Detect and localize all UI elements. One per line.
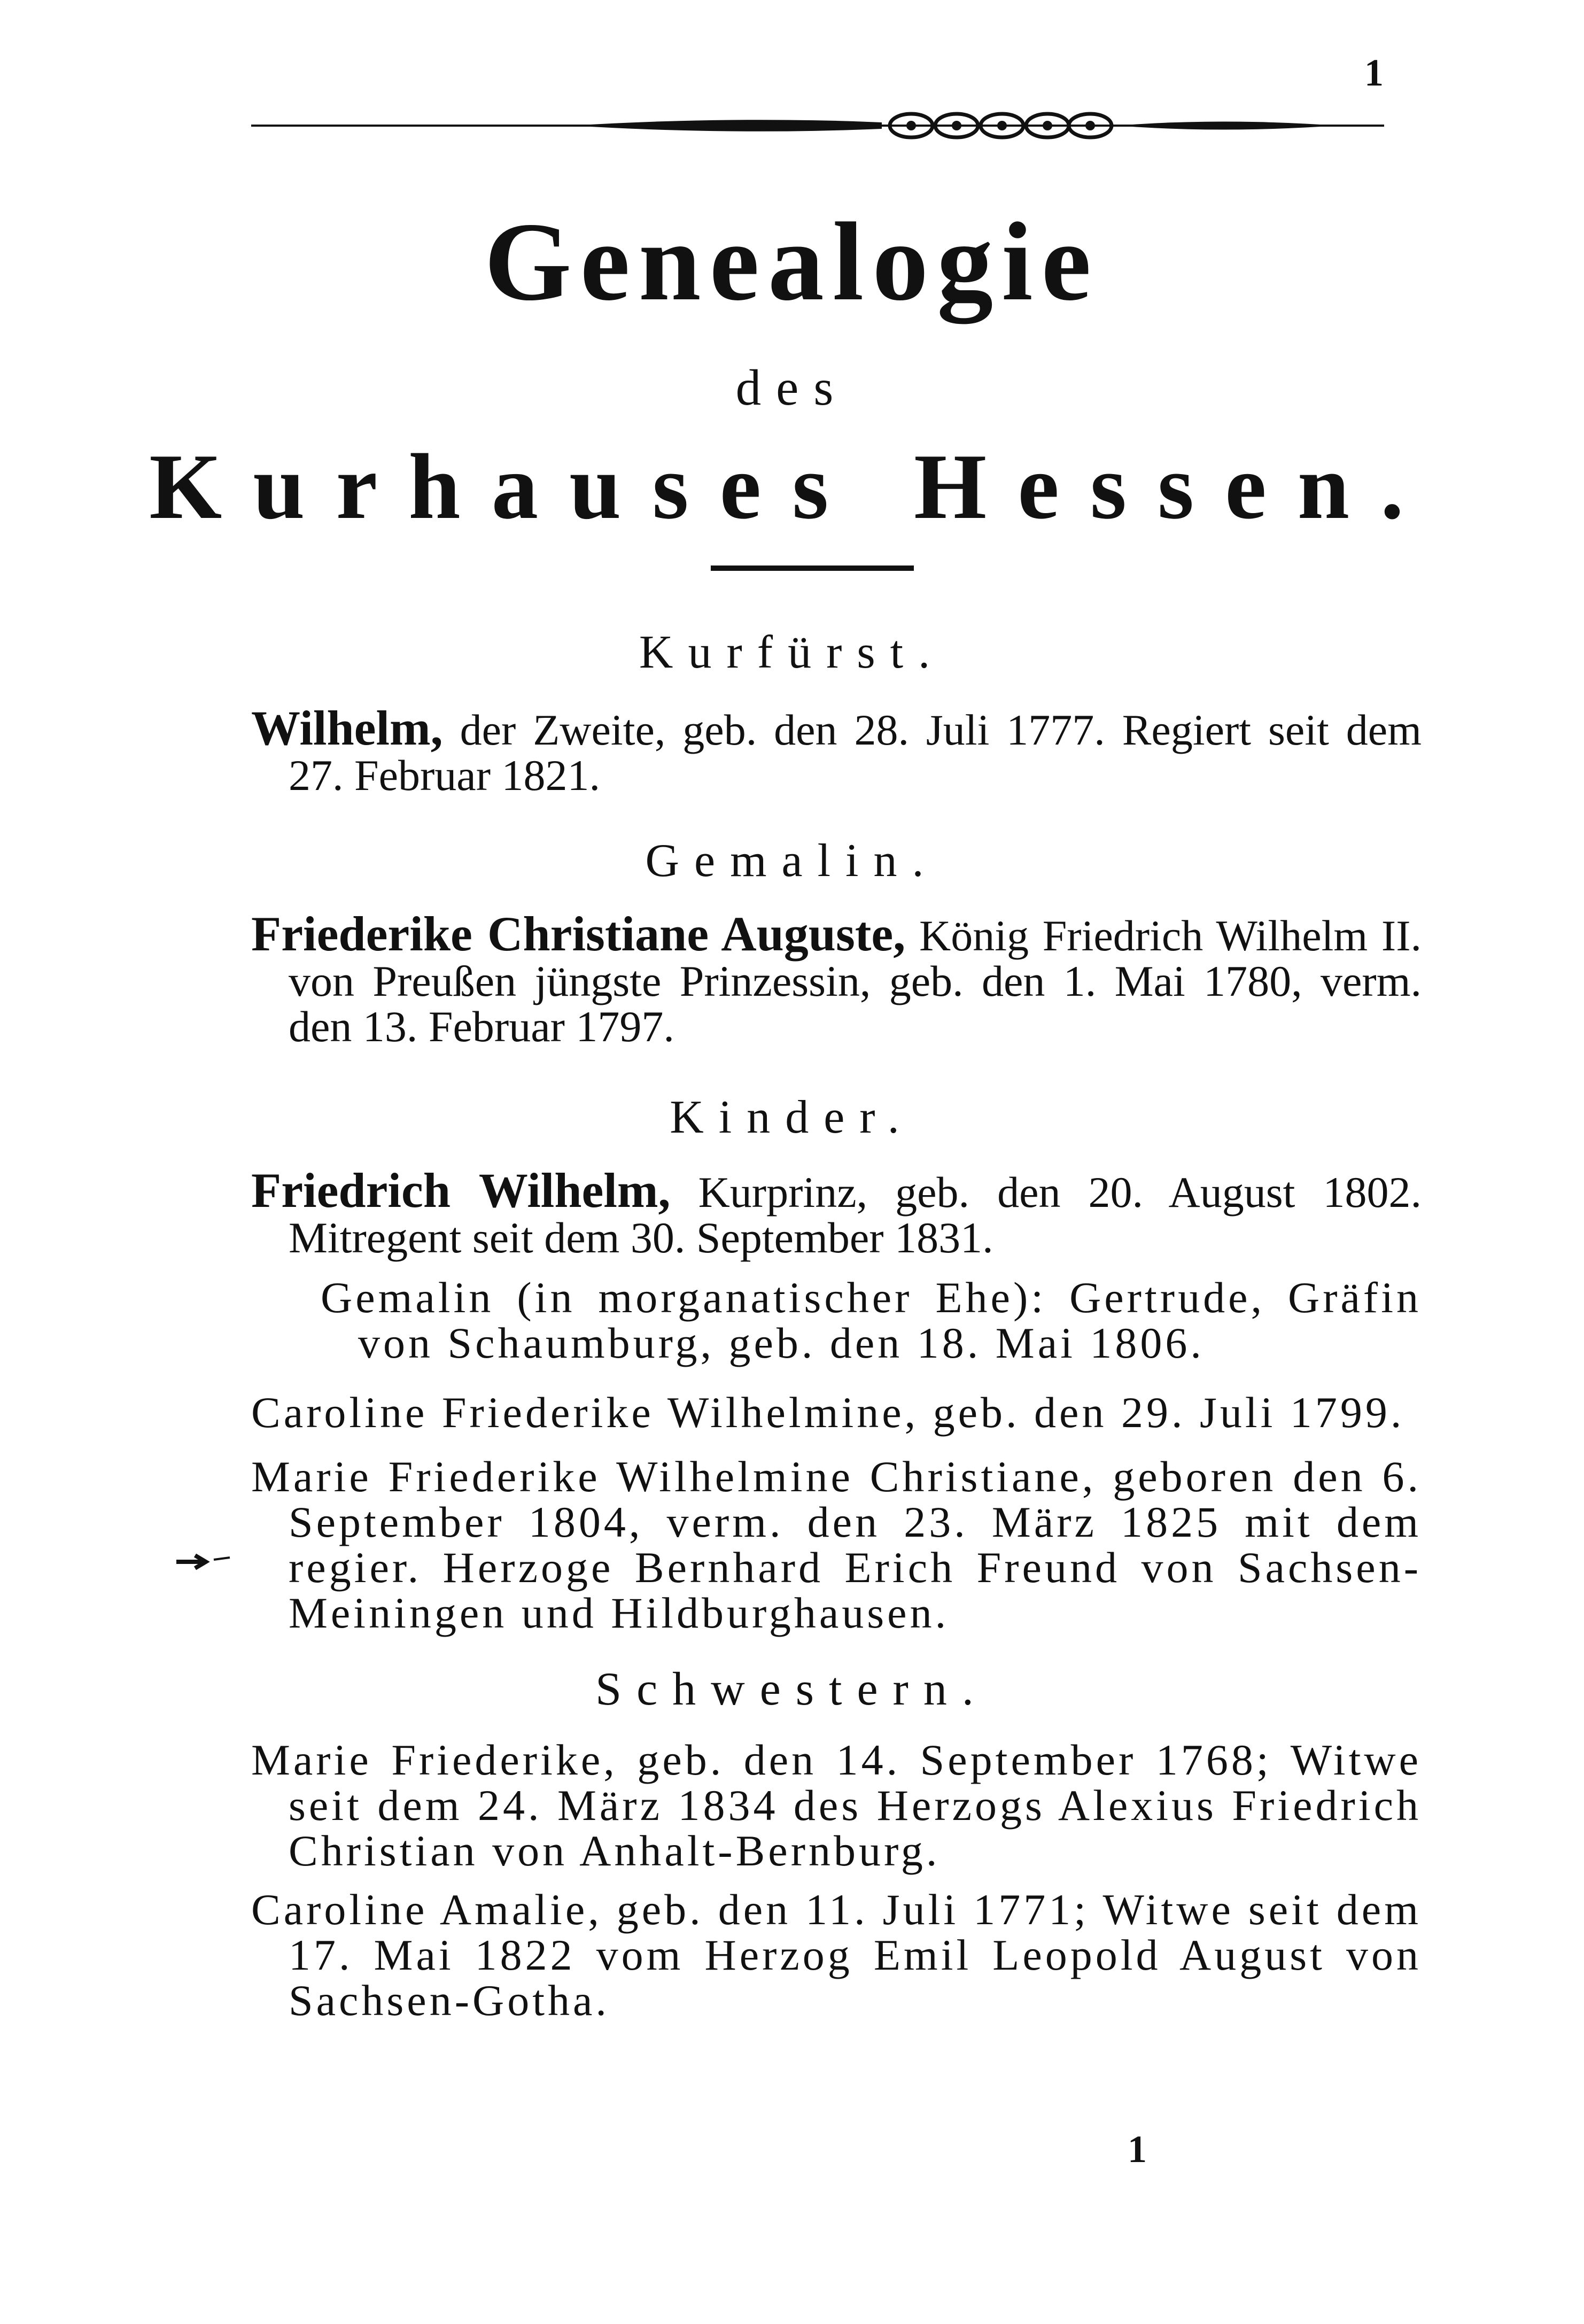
entry-name: Friederike Christiane Auguste,: [251, 907, 906, 961]
page-number-bottom: 1: [1128, 2128, 1147, 2171]
entry-marie-friederike-wilhelmine: Marie Friederike Wilhelmine Christiane, geboren den 6. September 1804, verm. den 23. März 1825 mit dem regier. Herzoge Bernhard Erich Freund von Sachsen-Meiningen und Hildburghausen.: [251, 1452, 1422, 1637]
ornamental-rule: [251, 104, 1384, 147]
section-heading-kurfuerst: Kurfürst.: [639, 626, 945, 678]
margin-arrow-icon: [174, 1550, 232, 1571]
title-line-1: Genealogie: [484, 200, 1100, 324]
page-number-top: 1: [1364, 51, 1384, 94]
title-line-2: des: [735, 359, 849, 416]
section-heading-kinder: Kinder.: [670, 1091, 914, 1143]
entry-caroline-amalie: Caroline Amalie, geb. den 11. Juli 1771; Witwe seit dem 17. Mai 1822 vom Herzog Emil Leopold August von Sachsen-Gotha.: [251, 1885, 1422, 2025]
entry-wilhelm: [251, 701, 1422, 800]
section-heading-gemalin: Gemalin.: [645, 835, 939, 887]
title-line-3: Kurhauses Hessen.: [149, 435, 1435, 538]
entry-text: der Zweite, geb. den 28. Juli 1777. Regiert seit dem 27. Februar 1821.: [289, 706, 1422, 800]
entry-friederike-christiane: [251, 907, 1422, 1051]
entry-caroline-friederike: Caroline Friederike Wilhelmine, geb. den 29. Juli 1799.: [251, 1388, 1405, 1437]
entry-friedrich-wilhelm-gemalin: Gemalin (in morganatischer Ehe): Gertrude, Gräfin von Schaumburg, geb. den 18. Mai 1806.: [321, 1273, 1422, 1367]
entry-name: Wilhelm,: [251, 701, 443, 755]
title-divider: [711, 565, 914, 571]
section-heading-schwestern: Schwestern.: [595, 1663, 989, 1715]
entry-name: Friedrich Wilhelm,: [251, 1163, 671, 1218]
entry-friedrich-wilhelm: [251, 1163, 1422, 1262]
entry-text: Kurprinz, geb. den 20. August 1802. Mitregent seit dem 30. September 1831.: [289, 1168, 1422, 1262]
entry-marie-friederike: Marie Friederike, geb. den 14. September 1768; Witwe seit dem 24. März 1834 des Herzogs Alexius Friedrich Christian von Anhalt-Bernburg.: [251, 1736, 1422, 1875]
entry-text: König Friedrich Wilhelm II. von Preußen jüngste Prinzessin, geb. den 1. Mai 1780, verm. den 13. Februar 1797.: [289, 911, 1422, 1051]
